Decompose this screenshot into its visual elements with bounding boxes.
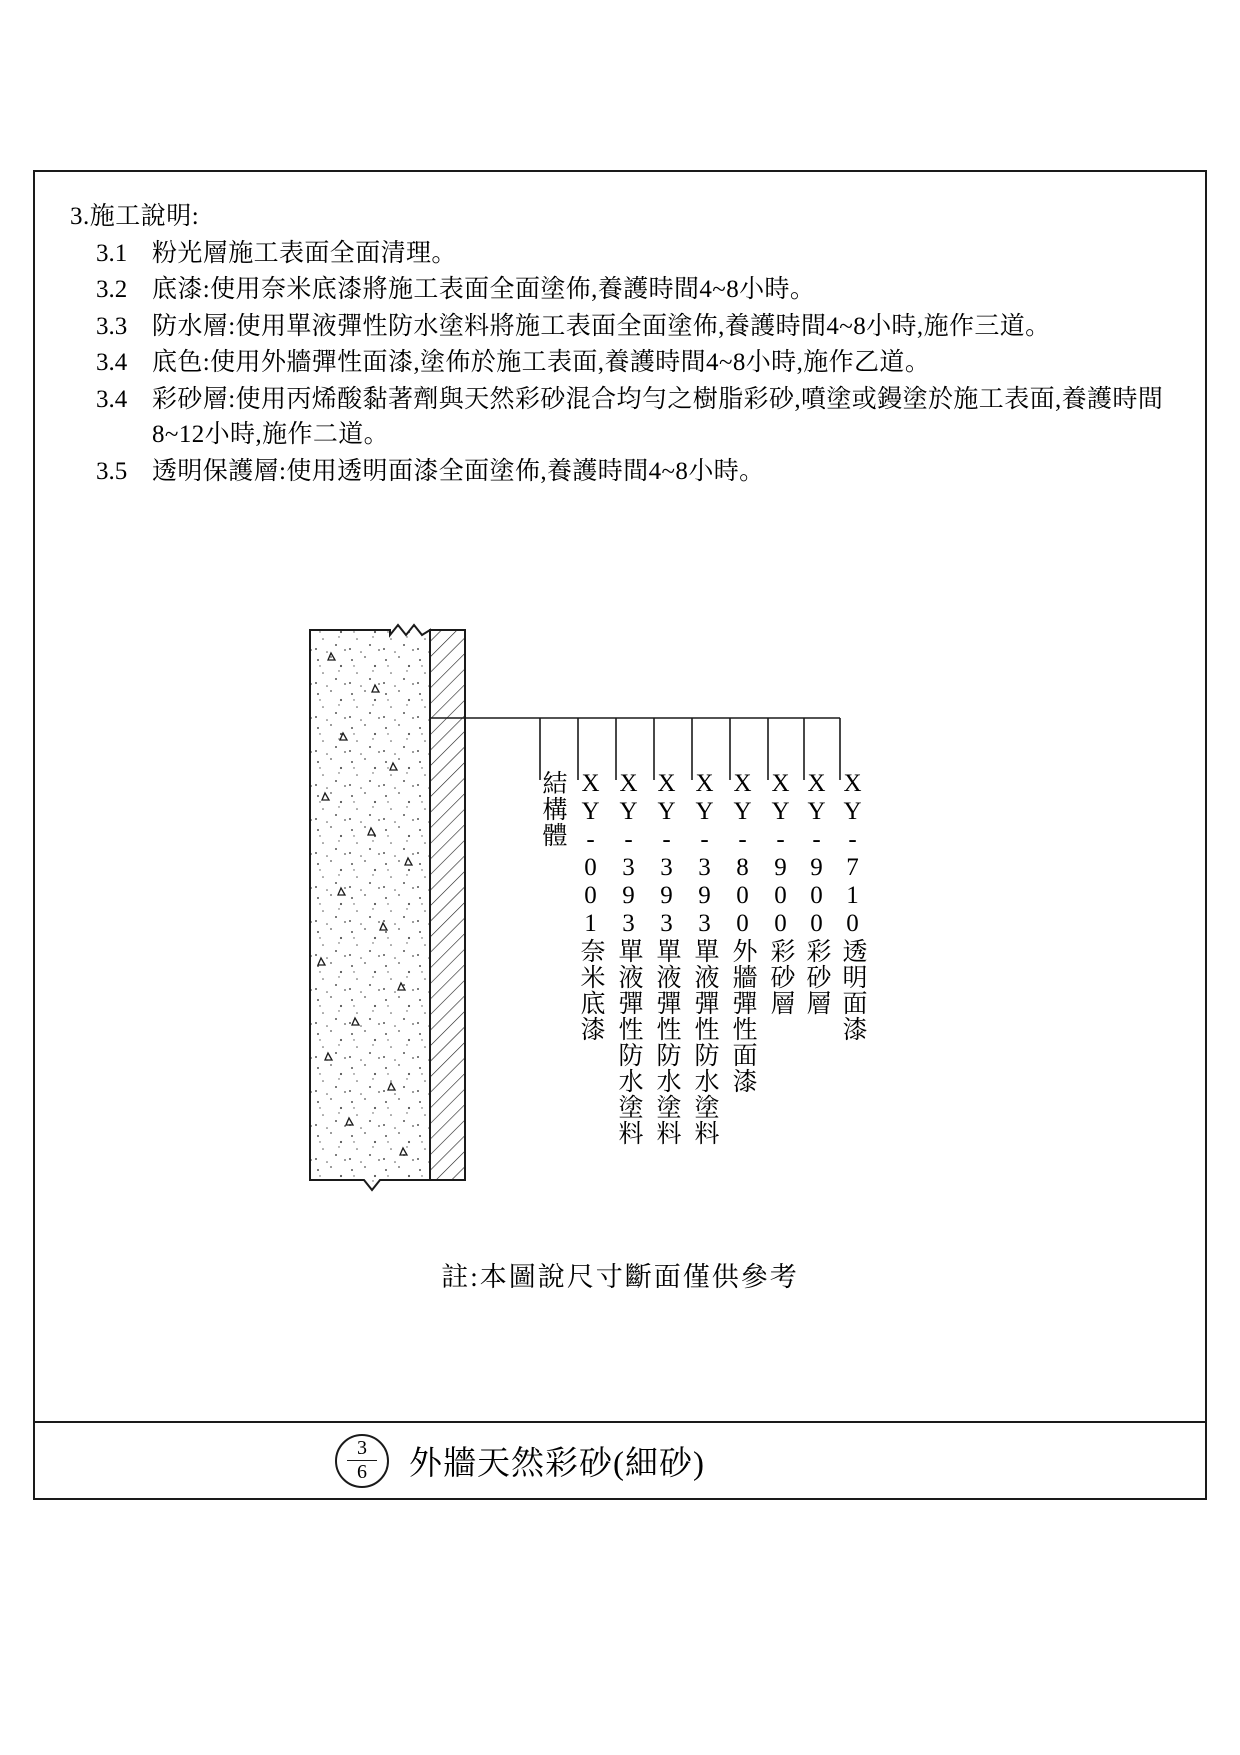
figure-note: 註:本圖說尺寸斷面僅供參考 [441,1262,799,1292]
note-text: 底色:使用外牆彈性面漆,塗佈於施工表面,養護時間4~8小時,施作乙道。 [152,349,931,377]
note-text: 透明保護層:使用透明面漆全面塗佈,養護時間4~8小時。 [152,457,765,485]
detail-tag-top: 3 [357,1437,367,1459]
leader-label: XY-393單液彈性防水塗料 [691,770,718,1146]
note-number: 3.3 [96,312,128,340]
note-item [96,345,1170,381]
leader-label: XY-710透明面漆 [839,770,866,1042]
leader-label: XY-800外牆彈性面漆 [729,770,756,1094]
note-item [96,309,1170,345]
note-text: 粉光層施工表面全面清理。 [152,239,457,267]
leader-label: 結構體 [539,770,566,848]
notes-heading: 3.施工說明: [70,203,200,230]
detail-tag [335,1434,389,1488]
note-number: 3.1 [96,239,128,267]
leader-label: XY-900彩砂層 [767,770,794,1016]
leader-label: XY-393單液彈性防水塗料 [615,770,642,1146]
structure-hatch [430,630,465,1180]
note-item [96,454,1170,490]
note-text: 彩砂層:使用丙烯酸黏著劑與天然彩砂混合均勻之樹脂彩砂,噴塗或鏝塗於施工表面,養護時間8~12小時,施作二道。 [152,385,1164,449]
note-item [96,236,1170,272]
leader-label: XY-393單液彈性防水塗料 [653,770,680,1146]
note-item [96,272,1170,308]
note-number: 3.4 [96,349,128,377]
detail-tag-bottom: 6 [357,1461,367,1483]
note-number: 3.2 [96,276,128,304]
note-item [96,382,1170,453]
title-bar [33,1423,1207,1500]
note-text: 底漆:使用奈米底漆將施工表面全面塗佈,養護時間4~8小時。 [152,276,816,304]
leader-label: XY-001奈米底漆 [577,770,604,1042]
note-number: 3.5 [96,457,128,485]
sheet-title: 外牆天然彩砂(細砂) [409,1446,705,1482]
substrate-body [310,625,430,1190]
leader-label: XY-900彩砂層 [803,770,830,1016]
construction-notes [70,200,1170,490]
note-text: 防水層:使用單液彈性防水塗料將施工表面全面塗佈,養護時間4~8小時,施作三道。 [152,312,1051,340]
note-number: 3.4 [96,385,128,413]
